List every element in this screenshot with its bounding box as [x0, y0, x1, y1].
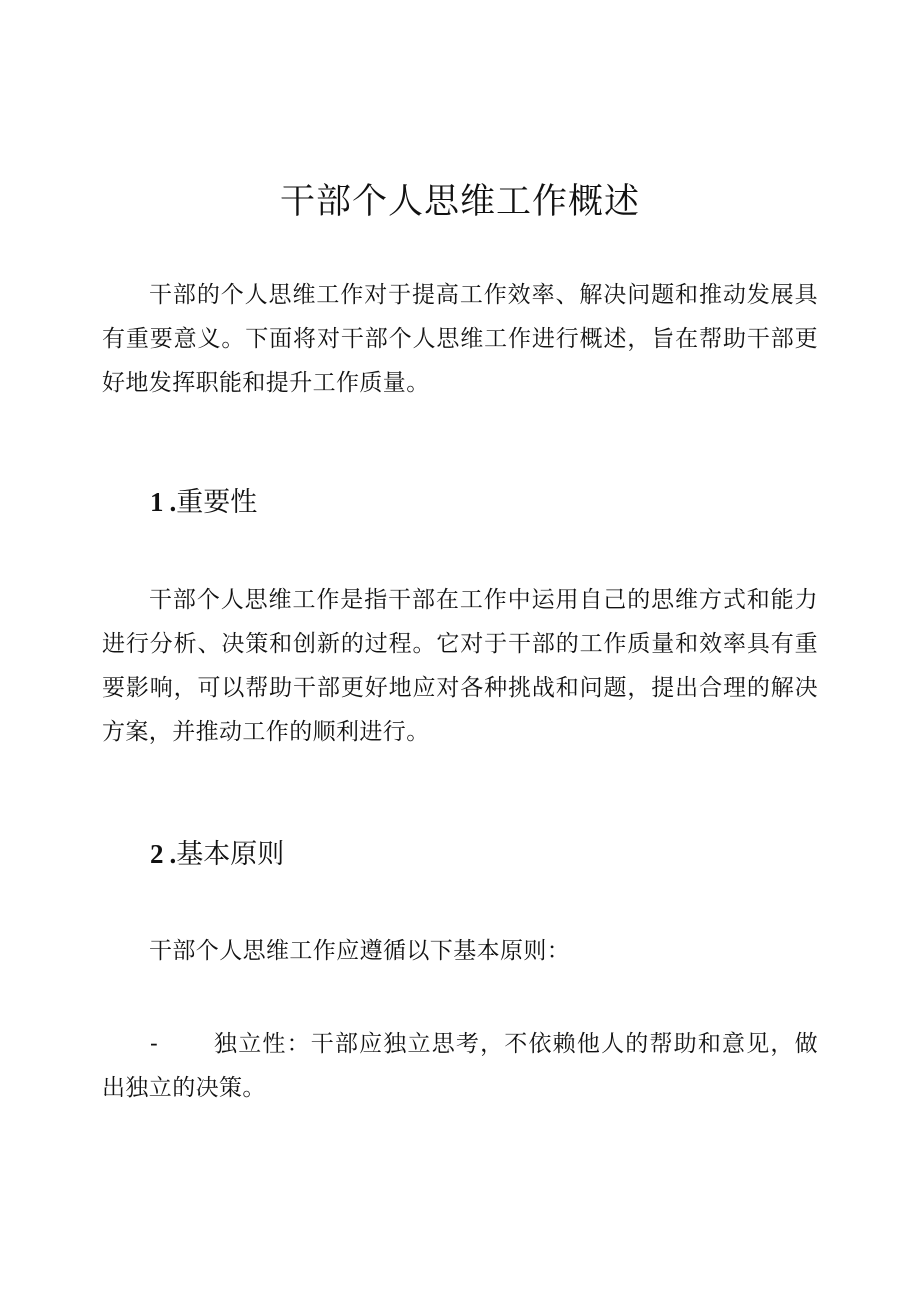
document-title: 干部个人思维工作概述 [279, 182, 640, 222]
section-number: 2 [150, 839, 164, 869]
section-heading-principles [150, 834, 284, 875]
section-heading-text: 重要性 [176, 487, 258, 518]
bullet-item-independence [102, 1022, 818, 1110]
section-heading-text: 基本原则 [176, 839, 285, 870]
section-dot: . [169, 487, 177, 517]
section-dot: . [169, 839, 177, 869]
bullet-dash: - [150, 1031, 159, 1057]
section-heading-importance [150, 482, 257, 523]
section-body-principles: 干部个人思维工作应遵循以下基本原则： [149, 938, 571, 964]
section-body-importance: 干部个人思维工作是指干部在工作中运用自己的思维方式和能力进行分析、决策和创新的过程。它对于干部的工作质量和效率具有重要影响，可以帮助干部更好地应对各种挑战和问题，提出合理的解决方案，并推动工作的顺利进行。 [102, 587, 818, 745]
section-number: 1 [150, 487, 164, 517]
bullet-text: 独立性：干部应独立思考，不依赖他人的帮助和意见，做出独立的决策。 [102, 1031, 818, 1101]
intro-paragraph: 干部的个人思维工作对于提高工作效率、解决问题和推动发展具有重要意义。下面将对干部个人思维工作进行概述，旨在帮助干部更好地发挥职能和提升工作质量。 [102, 282, 818, 396]
